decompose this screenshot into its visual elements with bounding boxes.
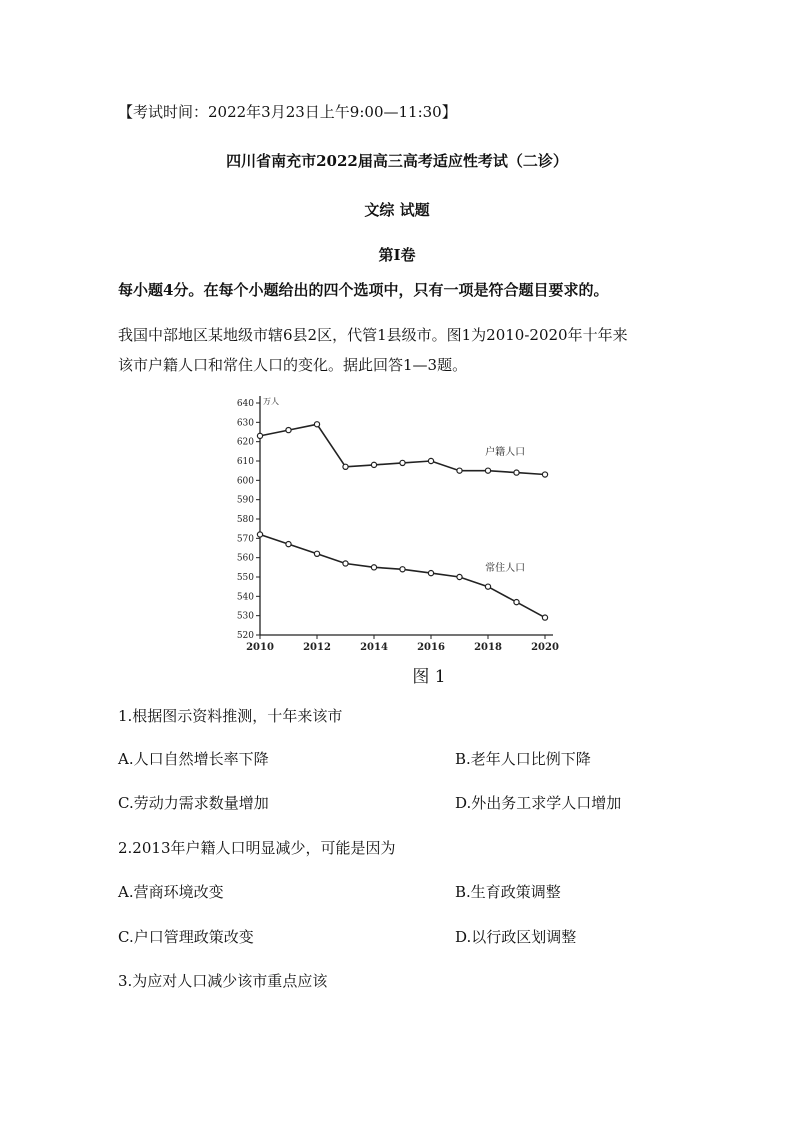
x-tick-label-2020: 2020 bbox=[531, 642, 559, 653]
series-1-point-2020 bbox=[542, 472, 547, 477]
series-line-2 bbox=[260, 535, 545, 618]
x-tick-label-2018: 2018 bbox=[474, 642, 502, 653]
q2-option-c: C.户口管理政策改变 bbox=[118, 928, 254, 946]
series-1-point-2018 bbox=[485, 468, 490, 473]
subject-title: 文综 试题 bbox=[364, 201, 430, 219]
q1-stem: 1.根据图示资料推测，十年来该市 bbox=[118, 707, 343, 725]
series-2-point-2012 bbox=[314, 551, 319, 556]
y-tick-label-550: 550 bbox=[236, 573, 254, 583]
y-tick-label-610: 610 bbox=[236, 457, 254, 467]
series-2-point-2010 bbox=[257, 532, 262, 537]
y-tick-label-600: 600 bbox=[236, 476, 254, 487]
q2-stem: 2.2013年户籍人口明显减少，可能是因为 bbox=[118, 839, 396, 857]
population-line-chart bbox=[225, 392, 570, 662]
series-2-point-2013 bbox=[343, 561, 348, 566]
series-2-point-2015 bbox=[400, 567, 405, 572]
series-1-point-2016 bbox=[428, 458, 433, 463]
series-1-point-2015 bbox=[400, 460, 405, 465]
series-1-point-2013 bbox=[343, 464, 348, 469]
series-1-point-2010 bbox=[257, 433, 262, 438]
volume-title: 第Ⅰ卷 bbox=[378, 246, 416, 264]
series-2-point-2020 bbox=[542, 615, 547, 620]
y-tick-label-580: 580 bbox=[236, 515, 254, 525]
series-1-point-2017 bbox=[457, 468, 462, 473]
exam-title: 四川省南充市2022届高三高考适应性考试（二诊） bbox=[226, 152, 568, 170]
series-1-point-2014 bbox=[371, 462, 376, 467]
q2-option-b: B.生育政策调整 bbox=[455, 883, 561, 901]
q2-option-d: D.以行政区划调整 bbox=[455, 928, 577, 946]
y-tick-label-590: 590 bbox=[236, 495, 254, 506]
y-tick-label-560: 560 bbox=[236, 553, 254, 564]
q2-option-a: A.营商环境改变 bbox=[118, 883, 224, 901]
y-tick-label-530: 530 bbox=[236, 611, 254, 622]
x-tick-label-2014: 2014 bbox=[360, 642, 388, 653]
q3-stem: 3.为应对人口减少该市重点应该 bbox=[118, 972, 328, 990]
y-tick-label-620: 620 bbox=[236, 437, 254, 448]
series-2-point-2018 bbox=[485, 584, 490, 589]
series-1-point-2012 bbox=[314, 422, 319, 427]
q1-option-c: C.劳动力需求数量增加 bbox=[118, 794, 269, 812]
series-label-2: 常住人口 bbox=[485, 563, 526, 575]
y-tick-label-520: 520 bbox=[236, 631, 254, 641]
x-tick-label-2010: 2010 bbox=[246, 642, 274, 653]
y-tick-label-630: 630 bbox=[236, 418, 254, 429]
q1-option-a: A.人口自然增长率下降 bbox=[118, 750, 269, 768]
series-1-point-2011 bbox=[286, 427, 291, 432]
series-2-point-2011 bbox=[286, 542, 291, 547]
y-tick-label-540: 540 bbox=[236, 592, 254, 603]
y-axis-unit-label: 万人 bbox=[263, 397, 279, 406]
series-2-point-2014 bbox=[371, 565, 376, 570]
passage-line-1: 我国中部地区某地级市辖6县2区，代管1县级市。图1为2010-2020年十年来 bbox=[118, 326, 628, 344]
y-tick-label-640: 640 bbox=[236, 399, 254, 409]
y-tick-label-570: 570 bbox=[236, 534, 254, 545]
q1-option-d: D.外出务工求学人口增加 bbox=[455, 794, 622, 812]
series-2-point-2017 bbox=[457, 574, 462, 579]
instruction: 每小题4分。在每个小题给出的四个选项中，只有一项是符合题目要求的。 bbox=[118, 281, 609, 299]
figure-caption: 图 1 bbox=[412, 667, 446, 687]
series-label-1: 户籍人口 bbox=[485, 447, 526, 459]
q1-option-b: B.老年人口比例下降 bbox=[455, 750, 591, 768]
series-1-point-2019 bbox=[514, 470, 519, 475]
x-tick-label-2012: 2012 bbox=[303, 642, 331, 653]
series-2-point-2019 bbox=[514, 600, 519, 605]
series-2-point-2016 bbox=[428, 571, 433, 576]
x-tick-label-2016: 2016 bbox=[417, 642, 445, 653]
passage-line-2: 该市户籍人口和常住人口的变化。据此回答1—3题。 bbox=[118, 356, 468, 374]
exam-time: 【考试时间：2022年3月23日上午9:00—11:30】 bbox=[118, 103, 457, 121]
